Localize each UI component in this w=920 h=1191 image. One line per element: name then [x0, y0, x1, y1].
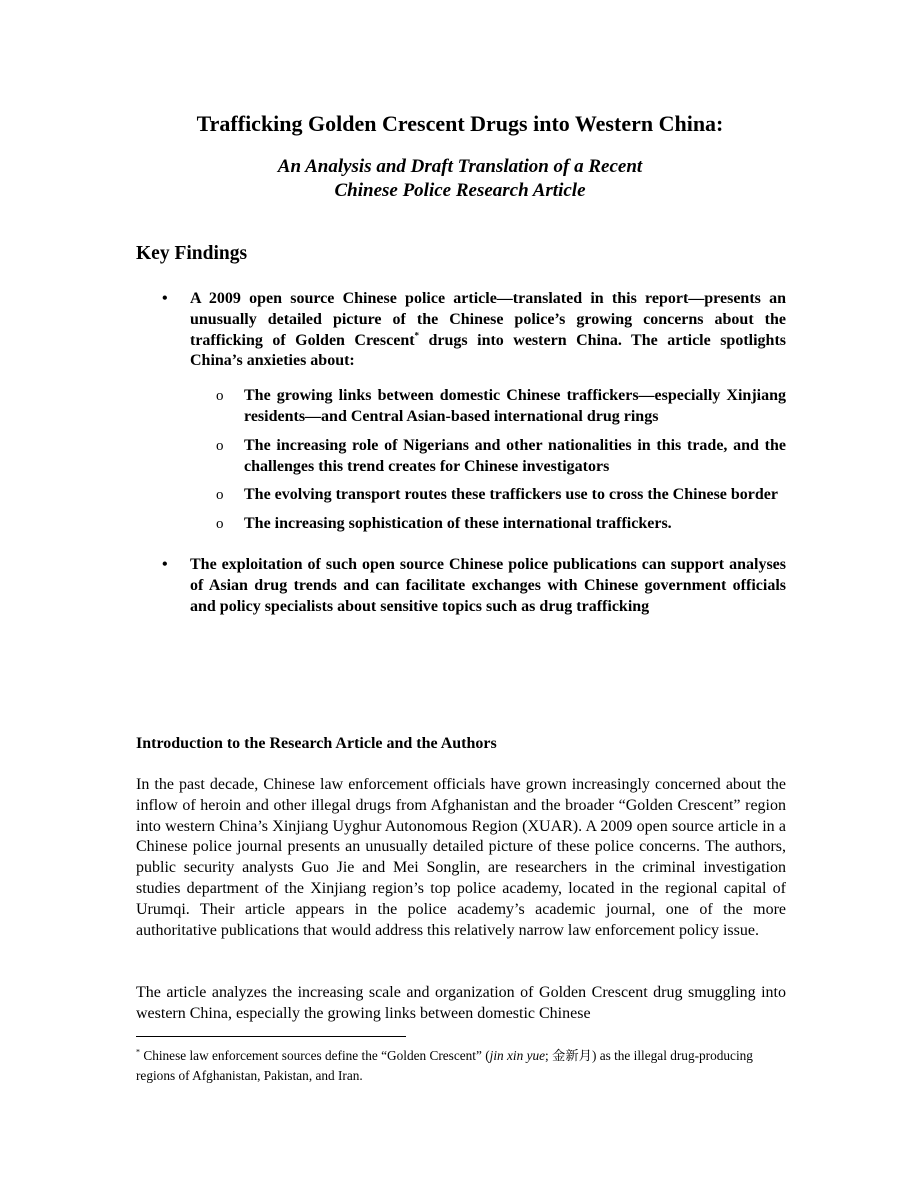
concern-item: [190, 485, 786, 506]
concern-text: The increasing sophistication of these international traffickers.: [244, 515, 672, 533]
concern-item: [190, 436, 786, 478]
subtitle-line-2: Chinese Police Research Article: [334, 180, 586, 201]
footnote-divider: [136, 1036, 406, 1037]
footnote-pinyin: jin xin yue: [489, 1048, 546, 1063]
document-title: Trafficking Golden Crescent Drugs into Western China:: [196, 111, 724, 136]
key-finding-item: [136, 555, 786, 617]
introduction-heading: Introduction to the Research Article and the Authors: [136, 735, 497, 752]
bullet-icon: •: [162, 290, 168, 307]
key-finding-text-cont: drugs into western China. The article spotlights China’s anxieties about:: [190, 331, 786, 370]
key-finding-item: [136, 289, 786, 372]
concern-item: [190, 386, 786, 428]
concern-text: The growing links between domestic Chinese traffickers—especially Xinjiang residents—and Central Asian-based international drug rings: [244, 387, 786, 425]
circle-bullet-icon: o: [216, 516, 224, 533]
concern-text: The evolving transport routes these traffickers use to cross the Chinese border: [244, 486, 779, 504]
footnote-text-cont: ; 金新月) as the illegal drug-producing regions of Afghanistan, Pakistan, and Iran.: [136, 1048, 753, 1083]
footnote: [136, 1046, 786, 1085]
key-finding-text: A 2009 open source Chinese police article—translated in this report—presents an unusually detailed picture of the Chinese police’s growing concerns about the trafficking of Golden Crescent: [190, 290, 786, 349]
concern-item: [190, 514, 786, 535]
bullet-icon: •: [162, 555, 168, 573]
introduction-paragraph: In the past decade, Chinese law enforcement officials have grown increasingly concerned about the inflow of heroin and other illegal drugs from Afghanistan and the broader “Golden Crescent” region into western China’s Xinjiang Uyghur Autonomous Region (XUAR). A 2009 open source article in a Chinese police journal presents an unusually detailed picture of these police concerns. The authors, public security analysts Guo Jie and Mei Songlin, are researchers in the criminal investigation studies department of the Xinjiang region’s top police academy, located in the regional capital of Urumqi. Their article appears in the police academy’s academic journal, one of the more authoritative publications that would address this relatively narrow law enforcement policy issue.: [136, 776, 786, 939]
footnote-text: Chinese law enforcement sources define the “Golden Crescent” (: [140, 1048, 490, 1063]
footnote-reference[interactable]: *: [414, 330, 420, 341]
subtitle-line-1: An Analysis and Draft Translation of a Recent: [277, 156, 643, 177]
circle-bullet-icon: o: [216, 487, 224, 504]
key-finding-text: The exploitation of such open source Chinese police publications can support analyses of Asian drug trends and can facilitate exchanges with Chinese government officials and policy specialists about sensitive topics such as drug trafficking: [190, 555, 786, 615]
analysis-paragraph: The article analyzes the increasing scale and organization of Golden Crescent drug smuggling into western China, especially the growing links between domestic Chinese: [136, 984, 786, 1022]
concern-text: The increasing role of Nigerians and other nationalities in this trade, and the challenges this trend creates for Chinese investigators: [244, 436, 786, 475]
circle-bullet-icon: o: [216, 437, 224, 454]
document-subtitle: [0, 155, 920, 203]
key-findings-heading: Key Findings: [136, 243, 248, 264]
footnote-marker: *: [136, 1047, 140, 1057]
circle-bullet-icon: o: [216, 388, 224, 405]
concerns-sublist: [136, 386, 786, 535]
key-findings-list: [136, 289, 786, 617]
